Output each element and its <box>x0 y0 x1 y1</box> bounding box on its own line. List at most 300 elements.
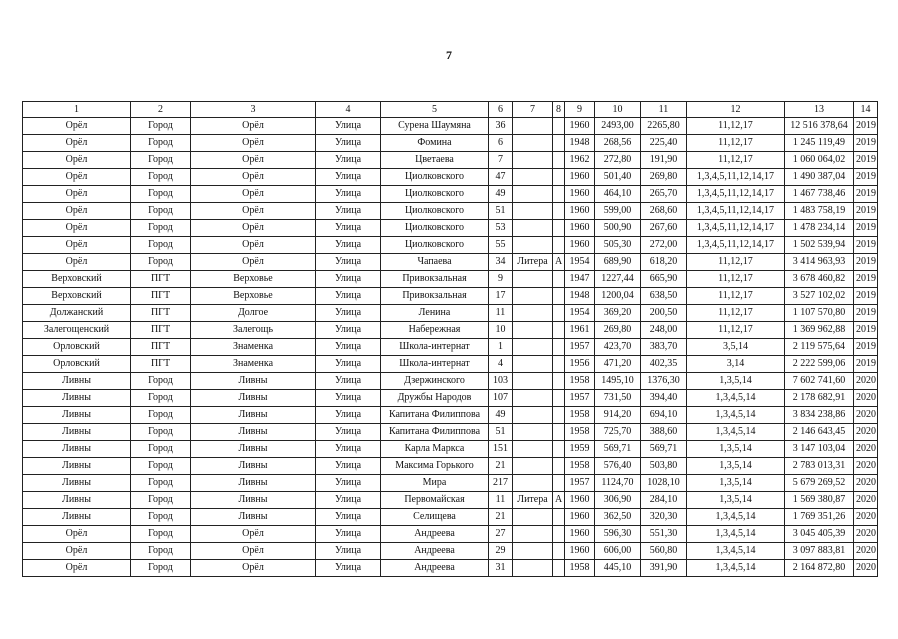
table-cell: Улица <box>316 322 381 339</box>
table-row <box>23 560 878 577</box>
table-cell: 606,00 <box>595 543 641 560</box>
table-cell: Литера <box>513 492 553 509</box>
header-row <box>23 102 878 118</box>
table-cell: Орёл <box>191 152 316 169</box>
table-cell: 27 <box>489 526 513 543</box>
table-cell: 1954 <box>565 305 595 322</box>
table-cell <box>513 441 553 458</box>
table-cell <box>513 288 553 305</box>
table-cell: 3 678 460,82 <box>785 271 854 288</box>
table-cell <box>513 526 553 543</box>
table-cell: 53 <box>489 220 513 237</box>
table-cell <box>513 135 553 152</box>
table-cell: 1 060 064,02 <box>785 152 854 169</box>
table-cell: Улица <box>316 356 381 373</box>
table-cell <box>513 220 553 237</box>
table-cell: 2020 <box>854 543 878 560</box>
table-cell: 1 369 962,88 <box>785 322 854 339</box>
table-cell <box>553 441 565 458</box>
table-cell: 269,80 <box>641 169 687 186</box>
table-cell: 1962 <box>565 152 595 169</box>
table-cell: 1960 <box>565 186 595 203</box>
table-cell: Циолковского <box>381 237 489 254</box>
table-cell: 11,12,17 <box>687 288 785 305</box>
table-cell: Город <box>131 441 191 458</box>
table-cell: 320,30 <box>641 509 687 526</box>
table-cell: 5 679 269,52 <box>785 475 854 492</box>
table-cell: 1,3,4,5,14 <box>687 407 785 424</box>
table-cell: Орёл <box>191 135 316 152</box>
table-body <box>23 118 878 577</box>
table-cell: Набережная <box>381 322 489 339</box>
table-cell: 731,50 <box>595 390 641 407</box>
table-cell: 2019 <box>854 271 878 288</box>
table-cell: Литера <box>513 254 553 271</box>
table-cell: Ливны <box>23 441 131 458</box>
table-cell: Андреева <box>381 560 489 577</box>
table-cell: Орёл <box>23 543 131 560</box>
table-cell: Орёл <box>23 220 131 237</box>
column-header: 14 <box>854 102 878 118</box>
table-cell: Орёл <box>191 169 316 186</box>
table-cell: 2019 <box>854 186 878 203</box>
table-cell: 11,12,17 <box>687 135 785 152</box>
table-cell: Улица <box>316 186 381 203</box>
table-cell: 269,80 <box>595 322 641 339</box>
table-cell: Мира <box>381 475 489 492</box>
table-cell: 2020 <box>854 373 878 390</box>
table-cell: Орёл <box>191 237 316 254</box>
table-cell <box>553 152 565 169</box>
table-cell: 500,90 <box>595 220 641 237</box>
table-cell: 1958 <box>565 560 595 577</box>
table-cell: Ливны <box>23 390 131 407</box>
table-cell: 1,3,4,5,14 <box>687 526 785 543</box>
table-cell: Город <box>131 169 191 186</box>
table-cell <box>513 169 553 186</box>
table-cell: 1,3,5,14 <box>687 475 785 492</box>
page-number: 7 <box>446 48 452 62</box>
table-cell: 2019 <box>854 169 878 186</box>
column-header: 9 <box>565 102 595 118</box>
table-cell: 47 <box>489 169 513 186</box>
table-cell: 151 <box>489 441 513 458</box>
registry-table <box>22 101 878 577</box>
table-cell: Дзержинского <box>381 373 489 390</box>
table-cell <box>553 458 565 475</box>
table-cell: 21 <box>489 458 513 475</box>
table-cell: Андреева <box>381 543 489 560</box>
table-cell: 1958 <box>565 373 595 390</box>
table-cell: 3,14 <box>687 356 785 373</box>
table-row <box>23 492 878 509</box>
table-cell: Должанский <box>23 305 131 322</box>
table-cell: 2020 <box>854 390 878 407</box>
table-cell: Ливны <box>191 407 316 424</box>
table-cell: Циолковского <box>381 169 489 186</box>
table-cell: 11,12,17 <box>687 118 785 135</box>
table-cell: Ливны <box>191 509 316 526</box>
table-cell: 3 527 102,02 <box>785 288 854 305</box>
table-cell: 49 <box>489 407 513 424</box>
table-cell <box>513 118 553 135</box>
table-row <box>23 526 878 543</box>
table-cell: Ливны <box>191 492 316 509</box>
table-cell: 2 164 872,80 <box>785 560 854 577</box>
table-cell: Улица <box>316 288 381 305</box>
table-cell: 1948 <box>565 288 595 305</box>
table-cell: 1,3,4,5,14 <box>687 424 785 441</box>
table-cell: 225,40 <box>641 135 687 152</box>
table-cell: Город <box>131 186 191 203</box>
table-cell: 402,35 <box>641 356 687 373</box>
table-cell: Город <box>131 390 191 407</box>
table-cell: Улица <box>316 424 381 441</box>
table-cell: 265,70 <box>641 186 687 203</box>
table-cell: 11,12,17 <box>687 305 785 322</box>
table-row <box>23 203 878 220</box>
table-cell: Орёл <box>191 203 316 220</box>
table-cell: Селищева <box>381 509 489 526</box>
table-row <box>23 271 878 288</box>
table-cell: Город <box>131 543 191 560</box>
table-cell: 1961 <box>565 322 595 339</box>
table-cell: Орёл <box>23 526 131 543</box>
table-cell: Улица <box>316 203 381 220</box>
table-cell: 11,12,17 <box>687 271 785 288</box>
table-cell: Ливны <box>191 475 316 492</box>
table-cell <box>513 237 553 254</box>
table-cell: Орёл <box>23 237 131 254</box>
table-cell: 268,60 <box>641 203 687 220</box>
table-cell: 2 222 599,06 <box>785 356 854 373</box>
table-cell: 3 414 963,93 <box>785 254 854 271</box>
column-header: 12 <box>687 102 785 118</box>
table-cell: Город <box>131 509 191 526</box>
table-cell: 1 569 380,87 <box>785 492 854 509</box>
table-cell: 1124,70 <box>595 475 641 492</box>
table-cell: 1957 <box>565 390 595 407</box>
table-cell: Город <box>131 135 191 152</box>
table-cell: 2020 <box>854 424 878 441</box>
table-cell: 284,10 <box>641 492 687 509</box>
table-cell: Ливны <box>191 373 316 390</box>
table-cell <box>553 475 565 492</box>
table-cell: Город <box>131 475 191 492</box>
table-cell: 55 <box>489 237 513 254</box>
table-cell: Ливны <box>23 509 131 526</box>
table-cell <box>553 118 565 135</box>
table-cell: 31 <box>489 560 513 577</box>
table-cell: 501,40 <box>595 169 641 186</box>
table-row <box>23 118 878 135</box>
table-cell: 1954 <box>565 254 595 271</box>
table-cell: 1,3,5,14 <box>687 458 785 475</box>
table-cell: 1960 <box>565 220 595 237</box>
table-cell: 423,70 <box>595 339 641 356</box>
table-cell: 51 <box>489 424 513 441</box>
table-cell: Циолковского <box>381 186 489 203</box>
table-cell: 103 <box>489 373 513 390</box>
table-cell: 1960 <box>565 237 595 254</box>
table-cell: 29 <box>489 543 513 560</box>
table-cell: Школа-интернат <box>381 339 489 356</box>
table-cell: Ливны <box>23 373 131 390</box>
table-cell: 1227,44 <box>595 271 641 288</box>
table-cell: 2 119 575,64 <box>785 339 854 356</box>
table-cell <box>513 390 553 407</box>
table-cell: А <box>553 254 565 271</box>
table-cell: 560,80 <box>641 543 687 560</box>
table-cell: Улица <box>316 441 381 458</box>
table-cell: 248,00 <box>641 322 687 339</box>
table-cell: 1,3,4,5,11,12,14,17 <box>687 169 785 186</box>
table-cell <box>553 271 565 288</box>
table-cell: Город <box>131 458 191 475</box>
table-cell: Привокзальная <box>381 271 489 288</box>
table-cell: 1200,04 <box>595 288 641 305</box>
table-cell <box>513 458 553 475</box>
table-cell: 2019 <box>854 135 878 152</box>
table-cell: Улица <box>316 135 381 152</box>
table-row <box>23 237 878 254</box>
table-cell: 1 502 539,94 <box>785 237 854 254</box>
table-cell: 1957 <box>565 339 595 356</box>
table-cell: Максима Горького <box>381 458 489 475</box>
table-cell: 665,90 <box>641 271 687 288</box>
table-cell: 391,90 <box>641 560 687 577</box>
table-cell: 1,3,4,5,11,12,14,17 <box>687 186 785 203</box>
table-cell: 1 107 570,80 <box>785 305 854 322</box>
column-header: 11 <box>641 102 687 118</box>
table-cell <box>553 288 565 305</box>
table-cell: Город <box>131 203 191 220</box>
table-row <box>23 458 878 475</box>
table-cell: 2019 <box>854 356 878 373</box>
table-cell: 272,80 <box>595 152 641 169</box>
table-cell: Улица <box>316 169 381 186</box>
table-cell: Город <box>131 118 191 135</box>
table-cell: 2020 <box>854 407 878 424</box>
table-cell <box>513 271 553 288</box>
table-cell <box>513 475 553 492</box>
table-cell: 11 <box>489 492 513 509</box>
table-cell: Город <box>131 560 191 577</box>
table-cell: Ливны <box>191 424 316 441</box>
table-row <box>23 441 878 458</box>
table-cell <box>553 560 565 577</box>
table-cell: Орёл <box>23 254 131 271</box>
table-cell: 1960 <box>565 169 595 186</box>
table-row <box>23 152 878 169</box>
table-cell: Дружбы Народов <box>381 390 489 407</box>
table-cell <box>513 424 553 441</box>
table-cell: Ливны <box>191 458 316 475</box>
table-cell <box>513 339 553 356</box>
table-cell: Улица <box>316 458 381 475</box>
table-cell: Город <box>131 407 191 424</box>
table-cell: Капитана Филиппова <box>381 424 489 441</box>
table-cell: 2019 <box>854 254 878 271</box>
table-cell: 1 483 758,19 <box>785 203 854 220</box>
column-header: 4 <box>316 102 381 118</box>
table-cell: Улица <box>316 237 381 254</box>
table-cell: 2019 <box>854 152 878 169</box>
table-cell: Ленина <box>381 305 489 322</box>
table-cell: 34 <box>489 254 513 271</box>
table-cell: 369,20 <box>595 305 641 322</box>
table-cell: 1,3,4,5,14 <box>687 390 785 407</box>
table-cell <box>553 135 565 152</box>
table-cell: ПГТ <box>131 356 191 373</box>
table-cell: 200,50 <box>641 305 687 322</box>
table-cell: 503,80 <box>641 458 687 475</box>
table-cell: 2020 <box>854 509 878 526</box>
table-cell: 2020 <box>854 526 878 543</box>
table-cell: Улица <box>316 339 381 356</box>
table-cell: 2019 <box>854 237 878 254</box>
table-cell: 2020 <box>854 458 878 475</box>
table-cell: 21 <box>489 509 513 526</box>
table-cell: 464,10 <box>595 186 641 203</box>
table-cell: Капитана Филиппова <box>381 407 489 424</box>
table-cell: Улица <box>316 254 381 271</box>
table-cell: 394,40 <box>641 390 687 407</box>
table-cell: 1957 <box>565 475 595 492</box>
table-cell: 1958 <box>565 424 595 441</box>
table-cell: 3 097 883,81 <box>785 543 854 560</box>
table-cell: 11 <box>489 305 513 322</box>
table-cell: 272,00 <box>641 237 687 254</box>
table-cell: Цветаева <box>381 152 489 169</box>
table-cell: ПГТ <box>131 322 191 339</box>
table-cell: 2 178 682,91 <box>785 390 854 407</box>
table-cell: 11,12,17 <box>687 152 785 169</box>
table-cell: 596,30 <box>595 526 641 543</box>
table-cell: 3,5,14 <box>687 339 785 356</box>
table-cell: 2019 <box>854 118 878 135</box>
table-cell: 1,3,5,14 <box>687 492 785 509</box>
table-cell: 576,40 <box>595 458 641 475</box>
table-cell: 725,70 <box>595 424 641 441</box>
table-cell: Верховский <box>23 288 131 305</box>
table-cell: Орловский <box>23 356 131 373</box>
table-cell: 1,3,4,5,11,12,14,17 <box>687 237 785 254</box>
column-header: 3 <box>191 102 316 118</box>
table-cell: 694,10 <box>641 407 687 424</box>
table-cell: 9 <box>489 271 513 288</box>
table-cell: Город <box>131 492 191 509</box>
table-cell: Ливны <box>191 441 316 458</box>
table-cell <box>553 407 565 424</box>
table-cell <box>553 220 565 237</box>
table-cell: 1,3,4,5,14 <box>687 543 785 560</box>
table-cell: 3 147 103,04 <box>785 441 854 458</box>
table-cell: Карла Маркса <box>381 441 489 458</box>
table-row <box>23 373 878 390</box>
table-cell: Улица <box>316 475 381 492</box>
table-cell <box>553 356 565 373</box>
table-cell: 1,3,4,5,14 <box>687 560 785 577</box>
table-cell: 36 <box>489 118 513 135</box>
table-cell: Школа-интернат <box>381 356 489 373</box>
table-row <box>23 543 878 560</box>
table-cell: 11,12,17 <box>687 322 785 339</box>
table-row <box>23 475 878 492</box>
table-cell: Ливны <box>23 458 131 475</box>
table-cell: 3 834 238,86 <box>785 407 854 424</box>
table-cell: Залегощь <box>191 322 316 339</box>
table-cell: 471,20 <box>595 356 641 373</box>
table-cell: 388,60 <box>641 424 687 441</box>
table-cell: Орёл <box>191 118 316 135</box>
table-cell: 1028,10 <box>641 475 687 492</box>
table-cell: 17 <box>489 288 513 305</box>
table-cell <box>553 543 565 560</box>
table-cell <box>553 390 565 407</box>
table-cell: 1 478 234,14 <box>785 220 854 237</box>
table-cell: 551,30 <box>641 526 687 543</box>
table-cell: 2020 <box>854 475 878 492</box>
table-cell: 2019 <box>854 339 878 356</box>
table-cell <box>553 373 565 390</box>
table-cell: 1960 <box>565 118 595 135</box>
table-cell: 569,71 <box>595 441 641 458</box>
column-header: 8 <box>553 102 565 118</box>
table-cell: 1,3,5,14 <box>687 373 785 390</box>
table-cell <box>553 186 565 203</box>
table-cell <box>513 407 553 424</box>
table-cell: 1,3,4,5,14 <box>687 509 785 526</box>
table-cell: 383,70 <box>641 339 687 356</box>
table-cell: 4 <box>489 356 513 373</box>
table-cell: Город <box>131 373 191 390</box>
table-cell: 268,56 <box>595 135 641 152</box>
table-cell <box>513 560 553 577</box>
table-cell: Орёл <box>191 254 316 271</box>
table-cell: 599,00 <box>595 203 641 220</box>
table-cell: 1956 <box>565 356 595 373</box>
table-cell: 505,30 <box>595 237 641 254</box>
table-cell: Знаменка <box>191 339 316 356</box>
table-cell <box>553 305 565 322</box>
table-cell: Улица <box>316 509 381 526</box>
table-cell: 2020 <box>854 560 878 577</box>
table-row <box>23 407 878 424</box>
table-row <box>23 288 878 305</box>
table-cell: 638,50 <box>641 288 687 305</box>
table-cell: 689,90 <box>595 254 641 271</box>
table-row <box>23 509 878 526</box>
table-cell: 49 <box>489 186 513 203</box>
table-cell: Улица <box>316 271 381 288</box>
table-cell: Привокзальная <box>381 288 489 305</box>
table-cell: Верховье <box>191 271 316 288</box>
table-cell: 1947 <box>565 271 595 288</box>
table-row <box>23 254 878 271</box>
table-cell <box>513 203 553 220</box>
table-cell: 1960 <box>565 526 595 543</box>
table-cell <box>513 152 553 169</box>
table-cell: 2019 <box>854 305 878 322</box>
table-cell: Орёл <box>23 169 131 186</box>
table-row <box>23 186 878 203</box>
table-cell: Орёл <box>191 526 316 543</box>
table-cell: 51 <box>489 203 513 220</box>
table-cell: Улица <box>316 152 381 169</box>
table-cell: Орёл <box>191 186 316 203</box>
table-cell <box>513 373 553 390</box>
